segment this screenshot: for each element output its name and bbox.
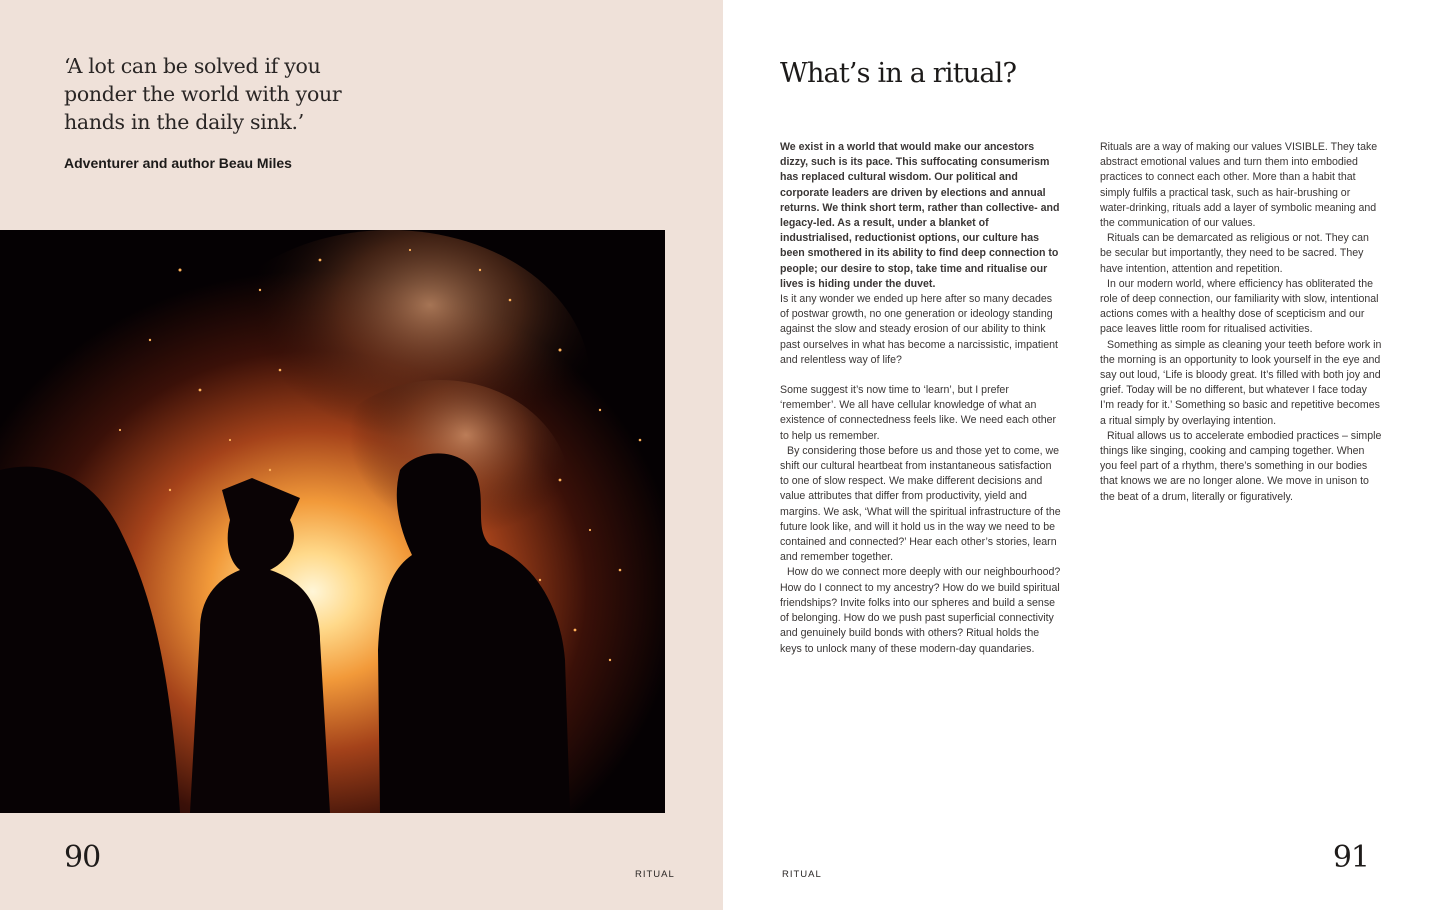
body-paragraph: How do we connect more deeply with our neighbourhood? How do I connect to my ancestry? How do we build spiritual friendships? Invite folks into our spheres and build a sense of belonging. How do we push past superficial connectivity and genuinely build bonds with others? Ritual holds the keys to unlock many of these modern-day quandaries.	[780, 566, 1061, 655]
text-column-1	[780, 140, 1062, 657]
page-number-right: 91	[1332, 840, 1369, 875]
bonfire-photo	[0, 230, 665, 813]
page-number-left: 90	[64, 840, 101, 875]
body-paragraph: Rituals are a way of making our values VISIBLE. They take abstract emotional values and turn them into embodied practices to connect each other. More than a habit that simply fulfils a practical task, such as hair-brushing or water-drinking, rituals add a layer of symbolic meaning and the communication of our values.	[1100, 141, 1378, 230]
running-head-right: RITUAL	[782, 869, 822, 880]
text-column-2	[1100, 140, 1382, 505]
body-paragraph: Ritual allows us to accelerate embodied practices – simple things like singing, cooking and camping together. When you feel part of a rhythm, there’s something in our bodies that knows we are no longer alone. We move in unison to the beat of a drum, literally or figuratively.	[1100, 429, 1382, 503]
running-head-left: RITUAL	[635, 869, 675, 880]
right-page	[723, 0, 1445, 910]
pull-quote: ‘A lot can be solved if you ponder the world with your hands in the daily sink.’	[64, 54, 342, 134]
body-paragraph: In our modern world, where efficiency has obliterated the role of deep connection, our familiarity with slow, intentional actions comes with a healthy dose of scepticism and our pace leaves little room for ritualised activities.	[1100, 277, 1379, 336]
article-heading: What’s in a ritual?	[780, 58, 1017, 89]
lead-paragraph: We exist in a world that would make our ancestors dizzy, such is its pace. This suffocating consumerism has replaced cultural wisdom. Our political and corporate leaders are driven by elections and annual returns. We think short term, rather than collective- and legacy-led. As a result, under a blanket of industrialised, reductionist options, our culture has been smothered in its ability to find deep connection to people; our desire to stop, take time and ritualise our lives is hiding under the duvet.	[780, 141, 1060, 290]
body-paragraph: By considering those before us and those yet to come, we shift our cultural heartbeat from instantaneous satisfaction to one of slow respect. We make different decisions and value attributes that differ from productivity, yield and margins. We ask, ‘What will the spiritual infrastructure of the future look like, and will it hold us in the way we need to be contained and connected?’ Hear each other’s stories, learn and remember together.	[780, 444, 1061, 564]
body-paragraph: Some suggest it’s now time to ‘learn’, but I prefer ‘remember’. We all have cellular knowledge of what an existence of connectedness feels like. We need each other to help us remember.	[780, 384, 1057, 442]
body-paragraph: Rituals can be demarcated as religious or not. They can be secular but importantly, they need to be sacred. They have intention, attention and repetition.	[1100, 232, 1369, 275]
body-paragraph: Something as simple as cleaning your teeth before work in the morning is an opportunity to look yourself in the eye and say out loud, ‘Life is bloody great. It’s filled with both joy and grief. Today will be no different, but whatever I face today I’m ready for it.’ Something so basic and repetitive becomes a ritual simply by overlaying intention.	[1100, 338, 1382, 427]
quote-attribution: Adventurer and author Beau Miles	[64, 155, 292, 171]
body-paragraph: Is it any wonder we ended up here after so many decades of postwar growth, no one generation or ideology standing against the slow and steady erosion of our ability to think past ourselves in what has become a narcissistic, impatient and relentless way of life?	[780, 293, 1058, 366]
bonfire-silhouettes-icon	[0, 230, 665, 813]
